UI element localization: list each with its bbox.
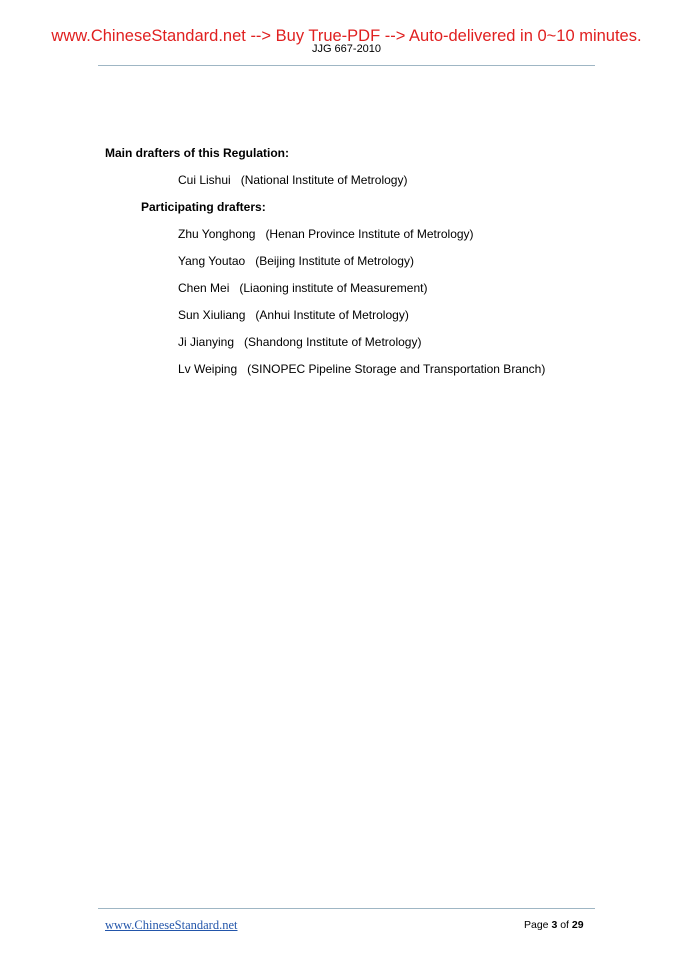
drafter-name: Lv Weiping <box>178 362 238 376</box>
drafter-org: (Liaoning institute of Measurement) <box>239 281 428 295</box>
drafter-org: (Henan Province Institute of Metrology) <box>265 227 474 241</box>
drafter-name: Cui Lishui <box>178 173 231 187</box>
drafter-name: Sun Xiuliang <box>178 308 246 322</box>
drafter-line <box>178 173 407 187</box>
page-total: 29 <box>571 919 584 931</box>
footer-divider <box>98 908 595 909</box>
footer-website-link[interactable]: www.ChineseStandard.net <box>105 918 238 932</box>
drafter-line <box>178 308 409 322</box>
drafter-name: Chen Mei <box>178 281 230 295</box>
drafter-line <box>178 254 414 268</box>
drafter-org: (Beijing Institute of Metrology) <box>255 254 414 268</box>
promo-banner[interactable]: www.ChineseStandard.net --> Buy True-PDF --> Auto-delivered in 0~10 minutes. <box>51 27 642 45</box>
drafter-org: (SINOPEC Pipeline Storage and Transportation Branch) <box>247 362 546 376</box>
page-current: 3 <box>551 919 558 931</box>
page-of: of <box>560 919 569 931</box>
drafter-name: Ji Jianying <box>178 335 235 349</box>
header-divider <box>98 65 595 66</box>
drafter-line <box>178 227 474 241</box>
drafter-line <box>178 335 421 349</box>
drafter-org: (National Institute of Metrology) <box>240 173 408 187</box>
drafter-name: Zhu Yonghong <box>178 227 256 241</box>
page-number <box>524 919 584 931</box>
participating-drafters-heading: Participating drafters: <box>141 200 266 214</box>
page-prefix: Page <box>524 919 549 931</box>
drafter-org: (Anhui Institute of Metrology) <box>255 308 409 322</box>
main-drafters-heading: Main drafters of this Regulation: <box>105 146 290 160</box>
drafter-line <box>178 281 427 295</box>
document-code: JJG 667-2010 <box>311 43 382 55</box>
drafter-line <box>178 362 545 376</box>
drafter-org: (Shandong Institute of Metrology) <box>244 335 422 349</box>
drafter-name: Yang Youtao <box>178 254 246 268</box>
